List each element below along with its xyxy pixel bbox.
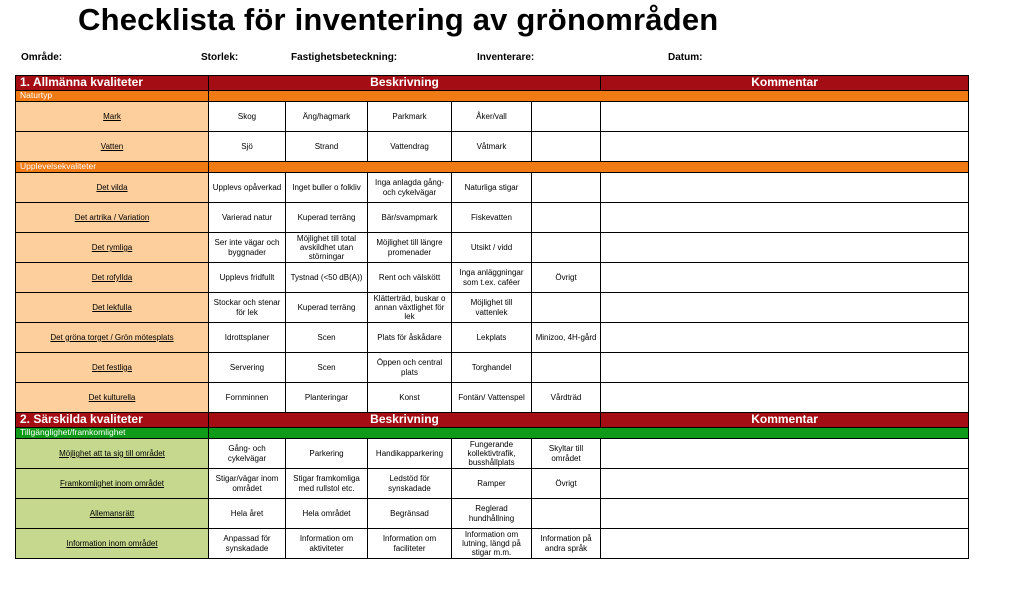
criteria-cell[interactable]: Skog xyxy=(209,102,286,132)
criteria-cell[interactable]: Sjö xyxy=(209,132,286,162)
criteria-cell[interactable]: Inga anläggningar som t.ex. caféer xyxy=(452,263,532,293)
criteria-cell[interactable]: Anpassad för synskadade xyxy=(209,529,286,559)
criteria-cell[interactable]: Torghandel xyxy=(452,353,532,383)
comment-cell[interactable] xyxy=(601,233,969,263)
criteria-cell[interactable]: Rent och välskött xyxy=(368,263,452,293)
criteria-cell[interactable]: Vårdträd xyxy=(532,383,601,413)
page-title: Checklista för inventering av grönområden xyxy=(78,2,719,37)
meta-omrade: Område: xyxy=(21,52,63,63)
comment-cell[interactable] xyxy=(601,499,969,529)
meta-storlek: Storlek: xyxy=(201,52,239,63)
criteria-cell[interactable]: Information på andra språk xyxy=(532,529,601,559)
criteria-cell[interactable]: Ramper xyxy=(452,469,532,499)
criteria-cell[interactable]: Våtmark xyxy=(452,132,532,162)
meta-inventerare: Inventerare: xyxy=(477,52,535,63)
table-row xyxy=(16,529,969,559)
criteria-cell[interactable]: Stockar och stenar för lek xyxy=(209,293,286,323)
criteria-cell[interactable]: Skyltar till området xyxy=(532,439,601,469)
criteria-cell[interactable]: Planteringar xyxy=(286,383,368,413)
criteria-cell[interactable]: Naturliga stigar xyxy=(452,173,532,203)
criteria-cell[interactable]: Kuperad terräng xyxy=(286,293,368,323)
kommentar-header: Kommentar xyxy=(601,413,969,428)
criteria-cell[interactable]: Äng/hagmark xyxy=(286,102,368,132)
criteria-cell[interactable]: Klätterträd, buskar o annan växtlighet för lek xyxy=(368,293,452,323)
beskrivning-header: Beskrivning xyxy=(209,413,601,428)
comment-cell[interactable] xyxy=(601,323,969,353)
table-row xyxy=(16,203,969,233)
row-label: Information inom området xyxy=(16,529,209,559)
criteria-cell[interactable]: Fungerande kollektivtrafik, busshållplats xyxy=(452,439,532,469)
criteria-cell[interactable]: Information om lutning, längd på stigar m.m. xyxy=(452,529,532,559)
criteria-cell[interactable]: Scen xyxy=(286,323,368,353)
criteria-cell[interactable]: Parkering xyxy=(286,439,368,469)
criteria-cell[interactable]: Lekplats xyxy=(452,323,532,353)
criteria-cell[interactable]: Tystnad (<50 dB(A)) xyxy=(286,263,368,293)
table-row xyxy=(16,293,969,323)
comment-cell[interactable] xyxy=(601,203,969,233)
criteria-cell[interactable]: Öppen och central plats xyxy=(368,353,452,383)
row-label: Vatten xyxy=(16,132,209,162)
criteria-cell[interactable]: Kuperad terräng xyxy=(286,203,368,233)
table-row xyxy=(16,439,969,469)
criteria-cell[interactable]: Stigar/vägar inom området xyxy=(209,469,286,499)
row-label: Det kulturella xyxy=(16,383,209,413)
meta-fastighetsbeteckning: Fastighetsbeteckning: xyxy=(291,52,398,63)
checklist-table xyxy=(15,75,969,559)
kommentar-header: Kommentar xyxy=(601,76,969,91)
criteria-cell[interactable]: Utsikt / vidd xyxy=(452,233,532,263)
comment-cell[interactable] xyxy=(601,263,969,293)
criteria-cell[interactable]: Möjlighet till vattenlek xyxy=(452,293,532,323)
criteria-cell[interactable]: Hela året xyxy=(209,499,286,529)
criteria-cell[interactable]: Stigar framkomliga med rullstol etc. xyxy=(286,469,368,499)
table-row xyxy=(16,132,969,162)
criteria-cell[interactable]: Övrigt xyxy=(532,469,601,499)
row-label: Allemansrätt xyxy=(16,499,209,529)
comment-cell[interactable] xyxy=(601,439,969,469)
criteria-cell[interactable]: Parkmark xyxy=(368,102,452,132)
subsection-label: Naturtyp xyxy=(16,91,209,102)
criteria-cell[interactable]: Konst xyxy=(368,383,452,413)
criteria-cell[interactable]: Fiskevatten xyxy=(452,203,532,233)
row-label: Det vilda xyxy=(16,173,209,203)
criteria-cell[interactable]: Gång- och cykelvägar xyxy=(209,439,286,469)
subsection-label: Upplevelsekvaliteter xyxy=(16,162,209,173)
criteria-cell[interactable]: Fontän/ Vattenspel xyxy=(452,383,532,413)
criteria-cell[interactable] xyxy=(532,102,601,132)
criteria-cell[interactable]: Strand xyxy=(286,132,368,162)
table-row xyxy=(16,102,969,132)
table-row xyxy=(16,383,969,413)
comment-cell[interactable] xyxy=(601,293,969,323)
checklist-body xyxy=(16,76,969,559)
criteria-cell[interactable]: Övrigt xyxy=(532,263,601,293)
criteria-cell[interactable]: Servering xyxy=(209,353,286,383)
section-header-row xyxy=(16,413,969,428)
subsection-band xyxy=(209,91,969,102)
table-row xyxy=(16,263,969,293)
meta-datum: Datum: xyxy=(668,52,703,63)
subsection-band xyxy=(209,162,969,173)
comment-cell[interactable] xyxy=(601,529,969,559)
criteria-cell[interactable]: Information om faciliteter xyxy=(368,529,452,559)
criteria-cell[interactable]: Begränsad xyxy=(368,499,452,529)
comment-cell[interactable] xyxy=(601,353,969,383)
row-label: Framkomlighet inom området xyxy=(16,469,209,499)
criteria-cell[interactable] xyxy=(532,132,601,162)
row-label: Det rymliga xyxy=(16,233,209,263)
criteria-cell[interactable]: Fornminnen xyxy=(209,383,286,413)
criteria-cell[interactable]: Bär/svampmark xyxy=(368,203,452,233)
comment-cell[interactable] xyxy=(601,469,969,499)
criteria-cell[interactable] xyxy=(532,173,601,203)
criteria-cell[interactable]: Varierad natur xyxy=(209,203,286,233)
criteria-cell[interactable] xyxy=(532,353,601,383)
row-label: Det rofyllda xyxy=(16,263,209,293)
criteria-cell[interactable]: Inget buller o folkliv xyxy=(286,173,368,203)
row-label: Det festliga xyxy=(16,353,209,383)
row-label: Möjlighet att ta sig till området xyxy=(16,439,209,469)
row-label: Mark xyxy=(16,102,209,132)
criteria-cell[interactable]: Ser inte vägar och byggnader xyxy=(209,233,286,263)
criteria-cell[interactable]: Scen xyxy=(286,353,368,383)
criteria-cell[interactable]: Minizoo, 4H-gård xyxy=(532,323,601,353)
criteria-cell[interactable]: Plats för åskådare xyxy=(368,323,452,353)
comment-cell[interactable] xyxy=(601,132,969,162)
comment-cell[interactable] xyxy=(601,173,969,203)
section-header-row xyxy=(16,76,969,91)
comment-cell[interactable] xyxy=(601,383,969,413)
criteria-cell[interactable]: Information om aktiviteter xyxy=(286,529,368,559)
criteria-cell[interactable] xyxy=(532,499,601,529)
row-label: Det lekfulla xyxy=(16,293,209,323)
criteria-cell[interactable] xyxy=(532,233,601,263)
section-header-title: 2. Särskilda kvaliteter xyxy=(16,413,209,428)
criteria-cell[interactable] xyxy=(532,203,601,233)
table-row xyxy=(16,173,969,203)
section-header-title: 1. Allmänna kvaliteter xyxy=(16,76,209,91)
criteria-cell[interactable]: Idrottsplaner xyxy=(209,323,286,353)
subsection-band xyxy=(209,428,969,439)
row-label: Det artrika / Variation xyxy=(16,203,209,233)
table-row xyxy=(16,353,969,383)
subsection-row xyxy=(16,428,969,439)
criteria-cell[interactable]: Åker/vall xyxy=(452,102,532,132)
criteria-cell[interactable]: Möjlighet till total avskildhet utan störningar xyxy=(286,233,368,263)
criteria-cell[interactable]: Hela området xyxy=(286,499,368,529)
comment-cell[interactable] xyxy=(601,102,969,132)
subsection-row xyxy=(16,162,969,173)
criteria-cell[interactable]: Handikapparkering xyxy=(368,439,452,469)
criteria-cell[interactable]: Inga anlagda gång- och cykelvägar xyxy=(368,173,452,203)
subsection-row xyxy=(16,91,969,102)
criteria-cell[interactable]: Upplevs opåverkad xyxy=(209,173,286,203)
criteria-cell[interactable]: Vattendrag xyxy=(368,132,452,162)
criteria-cell[interactable]: Ledstöd för synskadade xyxy=(368,469,452,499)
criteria-cell[interactable]: Möjlighet till längre promenader xyxy=(368,233,452,263)
criteria-cell[interactable]: Upplevs fridfullt xyxy=(209,263,286,293)
criteria-cell[interactable]: Reglerad hundhållning xyxy=(452,499,532,529)
table-row xyxy=(16,323,969,353)
criteria-cell[interactable] xyxy=(532,293,601,323)
table-row xyxy=(16,499,969,529)
beskrivning-header: Beskrivning xyxy=(209,76,601,91)
row-label: Det gröna torget / Grön mötesplats xyxy=(16,323,209,353)
subsection-label: Tillgänglighet/framkomlighet xyxy=(16,428,209,439)
table-row xyxy=(16,469,969,499)
table-row xyxy=(16,233,969,263)
